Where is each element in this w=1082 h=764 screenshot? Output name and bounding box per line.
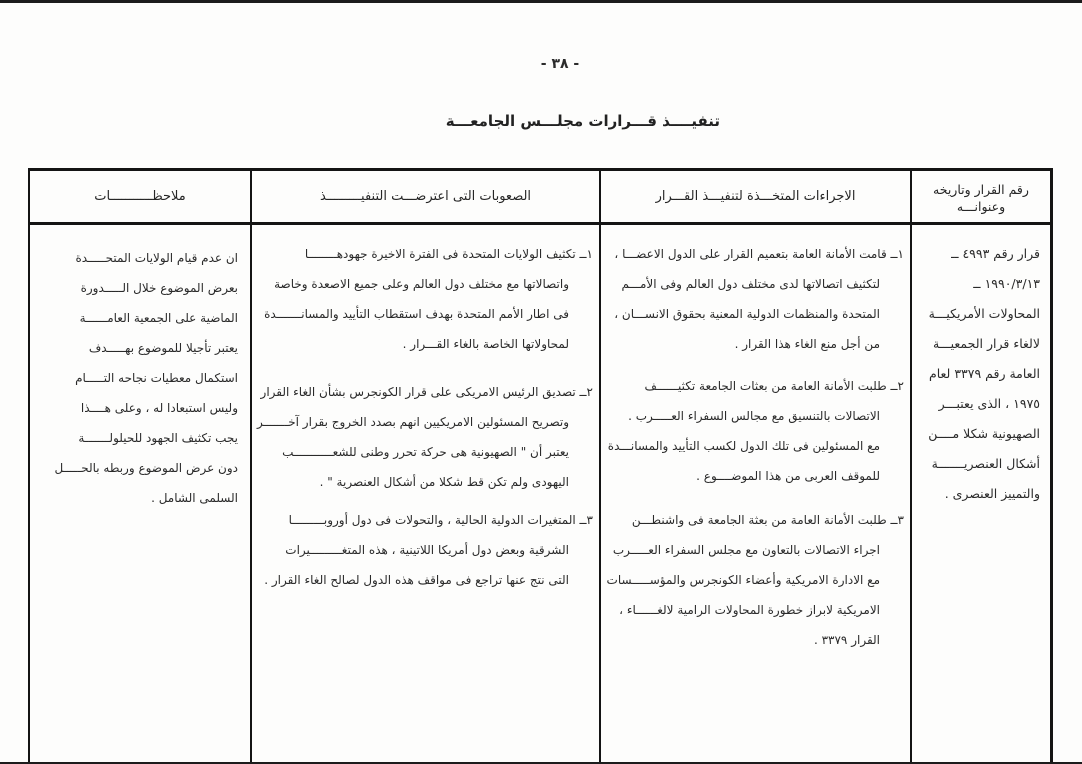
- difficulty-item-1: [256, 239, 593, 359]
- difficulty-item-2: [256, 377, 593, 497]
- text-line: دون عرض الموضوع وربطه بالحـــــل: [54, 461, 238, 475]
- text-line: ٢ــ طلبت الأمانة العامة من بعثات الجامعة تكثيــــــف: [644, 379, 904, 393]
- text-line: الماضية على الجمعية العامــــــة: [79, 311, 238, 325]
- text-line: وليس استبعادا له ، وعلى هــــذا: [80, 401, 238, 415]
- notes-text: [38, 243, 238, 513]
- text-line: ان عدم قيام الولايات المتحـــــدة: [75, 251, 238, 265]
- resolution-text: [918, 239, 1040, 509]
- text-line: والتمييز العنصرى .: [944, 486, 1040, 501]
- text-line: مع الادارة الامريكية وأعضاء الكونجرس والمؤســـــسات: [606, 573, 880, 587]
- action-item-1: [605, 239, 904, 359]
- header-resolution-line2: وعنوانـــه: [956, 198, 1006, 214]
- text-line: المتحدة والمنظمات الدولية المعنية بحقوق الانســـان ،: [614, 307, 880, 321]
- header-difficulties: [250, 171, 599, 225]
- text-line: يعتبر أن " الصهيونية هى حركة تحرر وطنى للشعـــــــــــب: [282, 445, 569, 459]
- text-line: أشكال العنصريـــــــة: [931, 456, 1040, 471]
- text-line: يعتبر تأجيلا للموضوع بهـــــدف: [88, 341, 238, 355]
- notes-cell: [30, 225, 250, 764]
- text-line: قرار رقم ٤٩٩٣ ــ: [951, 246, 1040, 261]
- text-line: المحاولات الأمريكيـــة: [928, 306, 1040, 321]
- text-line: من أجل منع الغاء هذا القرار .: [734, 337, 880, 351]
- header-resolution-line1: رقم القرار وتاريخه: [933, 181, 1029, 197]
- header-resolution-label: [933, 179, 1029, 215]
- action-item-3: [605, 505, 904, 655]
- text-line: الصهيونية شكلا مــــن: [928, 426, 1040, 441]
- text-line: القرار ٣٣٧٩ .: [813, 633, 880, 647]
- difficulty-item-3: [256, 505, 593, 595]
- header-resolution: [910, 171, 1050, 225]
- text-line: ٣ــ طلبت الأمانة العامة من بعثة الجامعة فى واشنطـــن: [631, 513, 904, 527]
- page-top-edge-line: [0, 0, 1082, 3]
- text-line: الاتصالات بالتنسيق مع مجالس السفراء العـــــرب .: [628, 409, 880, 423]
- text-line: ١٩٧٥ ، الذى يعتبـــر: [938, 396, 1040, 411]
- text-line: واتصالاتها مع مختلف دول العالم وعلى جميع الاصعدة وخاصة: [274, 277, 569, 291]
- difficulties-cell: [250, 225, 599, 764]
- resolutions-table: [28, 168, 1053, 764]
- text-line: السلمى الشامل .: [151, 491, 238, 505]
- text-line: ٢ــ تصديق الرئيس الامريكى على قرار الكونجرس بشأن الغاء القرار: [260, 385, 593, 399]
- text-line: بعرض الموضوع خلال الـــــدورة: [80, 281, 238, 295]
- text-line: للموقف العربى من هذا الموضــــوع .: [696, 469, 880, 483]
- action-item-2: [605, 371, 904, 491]
- page-title: تنفيــــذ قـــرارات مجلـــس الجامعـــة: [445, 112, 720, 130]
- resolution-cell: [910, 225, 1050, 764]
- header-notes: [30, 171, 250, 225]
- text-line: مع المسئولين فى تلك الدول لكسب التأييد والمسانـــدة: [607, 439, 880, 453]
- text-line: استكمال معطيات نجاحه التـــــام: [75, 371, 238, 385]
- page-number: - ٣٨ -: [540, 56, 580, 72]
- text-line: الشرقية وبعض دول أمريكا اللاتينية ، هذه المتغـــــــــيرات: [285, 543, 569, 557]
- text-line: لالغاء قرار الجمعيـــة: [932, 336, 1040, 351]
- text-line: يجب تكثيف الجهود للحيلولـــــــة: [78, 431, 238, 445]
- text-line: لمحاولاتها الخاصة بالغاء القـــرار .: [402, 337, 569, 351]
- text-line: ١ــ تكثيف الولايات المتحدة فى الفترة الاخيرة جهودهــــــــا: [304, 247, 593, 261]
- text-line: فى اطار الأمم المتحدة بهدف استقطاب التأييد والمسانـــــــدة: [264, 307, 569, 321]
- text-line: اجراء الاتصالات بالتعاون مع مجلس السفراء العـــــرب: [612, 543, 880, 557]
- text-line: ١ــ قامت الأمانة العامة بتعميم القرار على الدول الاعضـــا ،: [614, 247, 904, 261]
- actions-cell: [599, 225, 910, 764]
- header-difficulties-label: الصعوبات التى اعترضـــت التنفيـــــــــذ: [319, 189, 532, 204]
- header-actions-label: الاجراءات المتخـــذة لتنفيـــذ القـــرار: [655, 189, 856, 204]
- text-line: الامريكية لابراز خطورة المحاولات الرامية لالغــــــاء ،: [619, 603, 880, 617]
- header-notes-label: ملاحظـــــــــــات: [94, 189, 186, 204]
- text-line: ١٩٩٠/٣/١٣ ــ: [973, 276, 1040, 291]
- text-line: العامة رقم ٣٣٧٩ لعام: [928, 366, 1040, 381]
- text-line: التى نتج عنها تراجع فى مواقف هذه الدول لصالح الغاء القرار .: [264, 573, 569, 587]
- text-line: اليهودى ولم تكن قط شكلا من أشكال العنصرية " .: [319, 475, 569, 489]
- text-line: وتصريح المسئولين الامريكيين انهم بصدد الخروج بقرار آخـــــــر: [256, 415, 569, 429]
- header-actions: [599, 171, 910, 225]
- text-line: لتكثيف اتصالاتها لدى مختلف دول العالم وفى الأمـــم: [621, 277, 880, 291]
- text-line: ٣ــ المتغيرات الدولية الحالية ، والتحولات فى دول أوروبـــــــــا: [288, 513, 593, 527]
